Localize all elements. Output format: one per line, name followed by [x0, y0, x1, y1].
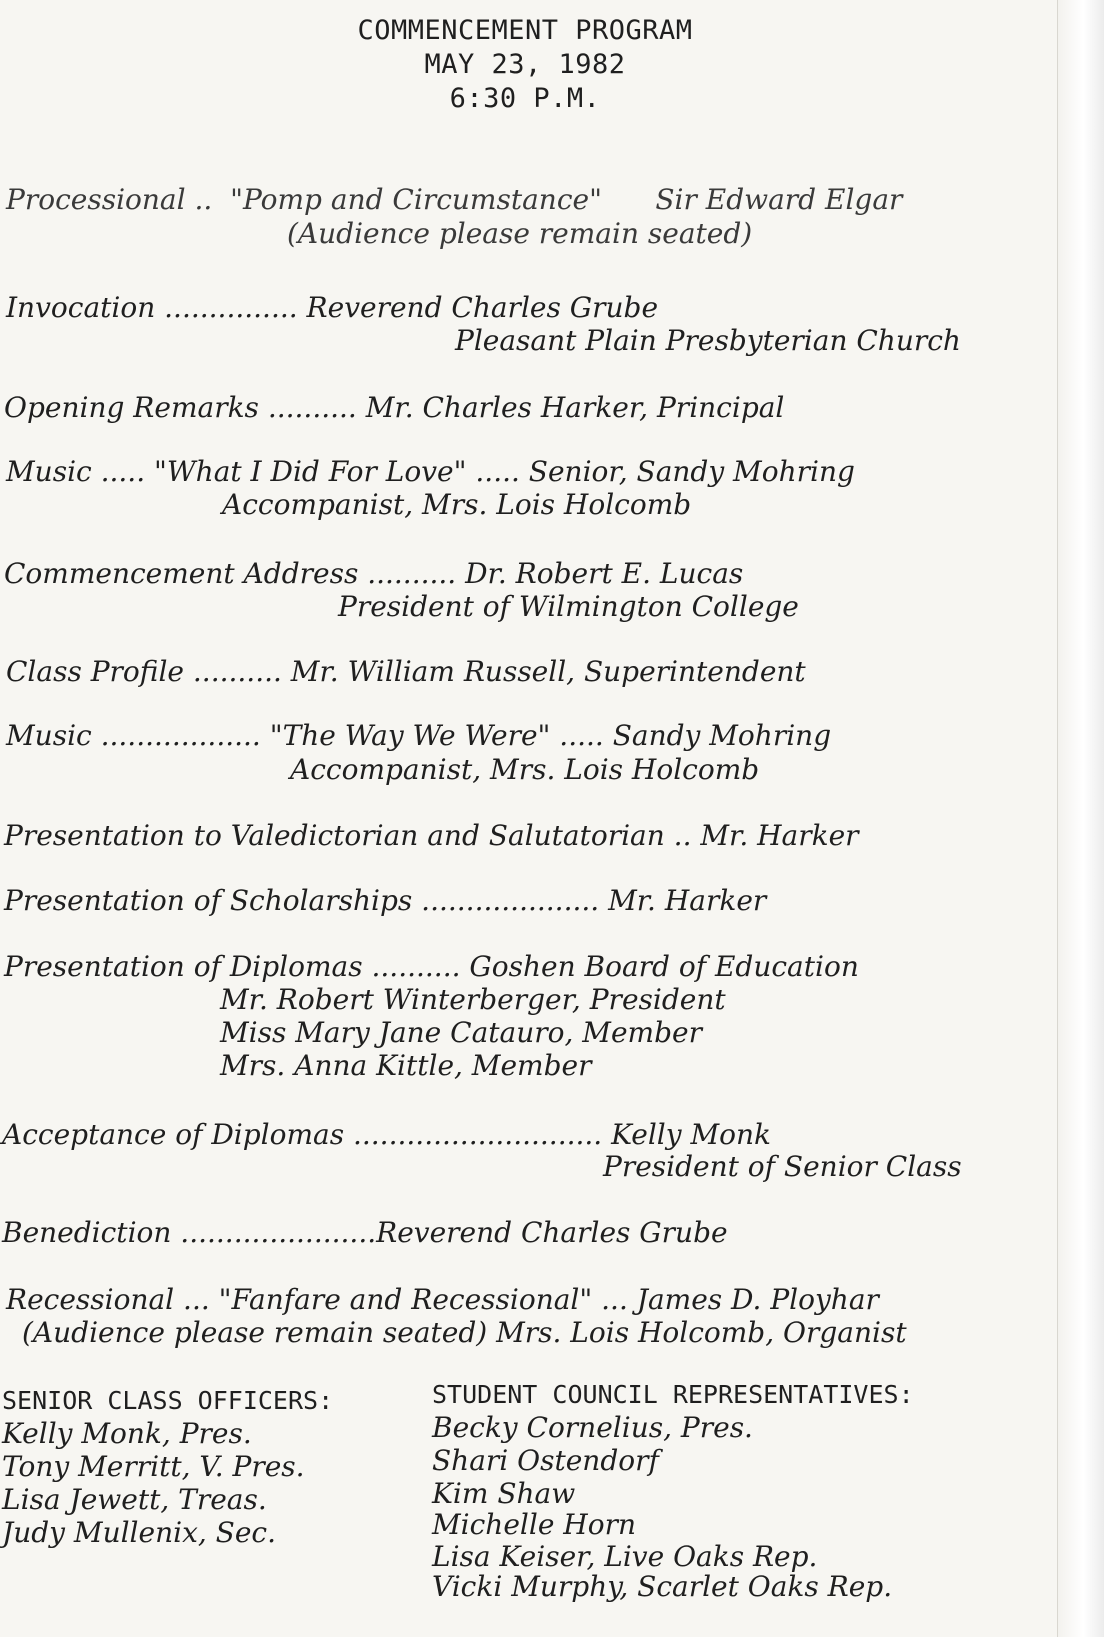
council-item: Lisa Keiser, Live Oaks Rep. [432, 1540, 818, 1573]
board-member-1: Mr. Robert Winterberger, President [220, 983, 726, 1016]
opening-remarks-line: Opening Remarks .......... Mr. Charles Harker, Principal [4, 391, 785, 424]
invocation-line: Invocation ............... Reverend Charles Grube [6, 291, 659, 324]
commencement-address-title: President of Wilmington College [338, 590, 799, 623]
council-item: Shari Ostendorf [432, 1444, 659, 1477]
invocation-church: Pleasant Plain Presbyterian Church [455, 324, 961, 357]
benediction-line: Benediction ......................Reverend Charles Grube [2, 1216, 728, 1249]
program-date: MAY 23, 1982 [424, 49, 626, 80]
program-header [0, 14, 1050, 116]
music-line-1: Music ..... "What I Did For Love" ..... Senior, Sandy Mohring [6, 455, 855, 488]
program-time: 6:30 P.M. [449, 83, 601, 114]
officer-item: Judy Mullenix, Sec. [2, 1516, 276, 1549]
processional-line: Processional .. "Pomp and Circumstance" Sir Edward Elgar [6, 183, 903, 216]
commencement-address-line: Commencement Address .......... Dr. Robert E. Lucas [4, 557, 744, 590]
processional-note: (Audience please remain seated) [287, 217, 753, 250]
board-member-3: Mrs. Anna Kittle, Member [220, 1049, 592, 1082]
officer-item: Kelly Monk, Pres. [2, 1417, 252, 1450]
council-heading: STUDENT COUNCIL REPRESENTATIVES: [432, 1380, 914, 1409]
class-profile-line: Class Profile .......... Mr. William Russell, Superintendent [6, 655, 806, 688]
council-item: Vicki Murphy, Scarlet Oaks Rep. [432, 1570, 893, 1603]
acceptance-title: President of Senior Class [603, 1150, 962, 1183]
council-item: Becky Cornelius, Pres. [432, 1411, 753, 1444]
council-item: Kim Shaw [432, 1477, 576, 1510]
music-accompanist-1: Accompanist, Mrs. Lois Holcomb [222, 488, 692, 521]
scholarships-line: Presentation of Scholarships .................... Mr. Harker [4, 884, 767, 917]
acceptance-line: Acceptance of Diplomas ............................ Kelly Monk [2, 1118, 771, 1151]
music-accompanist-2: Accompanist, Mrs. Lois Holcomb [290, 753, 760, 786]
page-edge [1057, 0, 1104, 1637]
officer-item: Tony Merritt, V. Pres. [2, 1450, 305, 1483]
recessional-note: (Audience please remain seated) Mrs. Lois Holcomb, Organist [22, 1316, 907, 1349]
valedictorian-line: Presentation to Valedictorian and Salutatorian .. Mr. Harker [4, 819, 859, 852]
board-member-2: Miss Mary Jane Catauro, Member [220, 1016, 702, 1049]
diplomas-line: Presentation of Diplomas .......... Goshen Board of Education [4, 950, 859, 983]
program-title: COMMENCEMENT PROGRAM [357, 15, 693, 46]
council-item: Michelle Horn [432, 1508, 636, 1541]
recessional-line: Recessional ... "Fanfare and Recessional" ... James D. Ployhar [6, 1283, 879, 1316]
officers-heading: SENIOR CLASS OFFICERS: [2, 1386, 334, 1415]
music-line-2: Music .................. "The Way We Were" ..... Sandy Mohring [6, 719, 832, 752]
officer-item: Lisa Jewett, Treas. [2, 1483, 267, 1516]
